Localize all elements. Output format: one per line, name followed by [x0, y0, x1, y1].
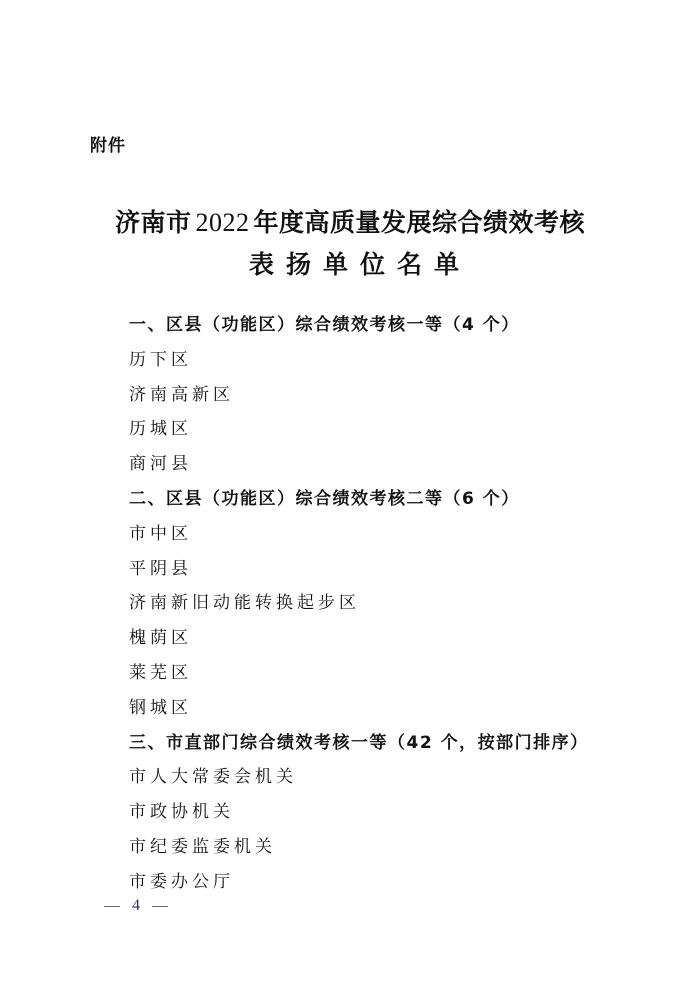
list-item: 济南新旧动能转换起步区	[129, 593, 360, 614]
list-item: 市政协机关	[129, 802, 234, 823]
commended-units-list	[129, 308, 649, 900]
list-item: 历城区	[129, 419, 192, 440]
attachment-label: 附件	[90, 136, 126, 156]
list-item: 莱芜区	[129, 662, 192, 683]
list-item: 市人大常委会机关	[129, 767, 297, 788]
list-item: 市委办公厅	[129, 871, 234, 892]
list-item: 平阴县	[129, 558, 192, 579]
title-year: 2022	[195, 208, 250, 237]
page-footer	[104, 897, 168, 915]
list-item: 市纪委监委机关	[129, 836, 276, 857]
title-suffix: 年度高质量发展综合绩效考核	[253, 208, 586, 237]
title-prefix: 济南市	[114, 208, 192, 237]
list-item: 商河县	[129, 454, 192, 475]
section-heading: 三、市直部门综合绩效考核一等（42 个，按部门排序）	[129, 732, 589, 753]
list-item: 济南高新区	[129, 384, 234, 405]
document-title	[0, 203, 700, 239]
list-item: 钢城区	[129, 697, 192, 718]
page-number: 4	[132, 897, 140, 914]
list-item: 市中区	[129, 523, 192, 544]
footer-dash-right	[152, 906, 168, 907]
footer-dash-left	[104, 906, 120, 907]
document-subtitle: 表扬单位名单	[248, 250, 471, 279]
list-item: 历下区	[129, 349, 192, 370]
section-heading: 一、区县（功能区）综合绩效考核一等（4 个）	[129, 315, 520, 335]
section-heading: 二、区县（功能区）综合绩效考核二等（6 个）	[129, 488, 520, 509]
list-item: 槐荫区	[129, 628, 192, 649]
